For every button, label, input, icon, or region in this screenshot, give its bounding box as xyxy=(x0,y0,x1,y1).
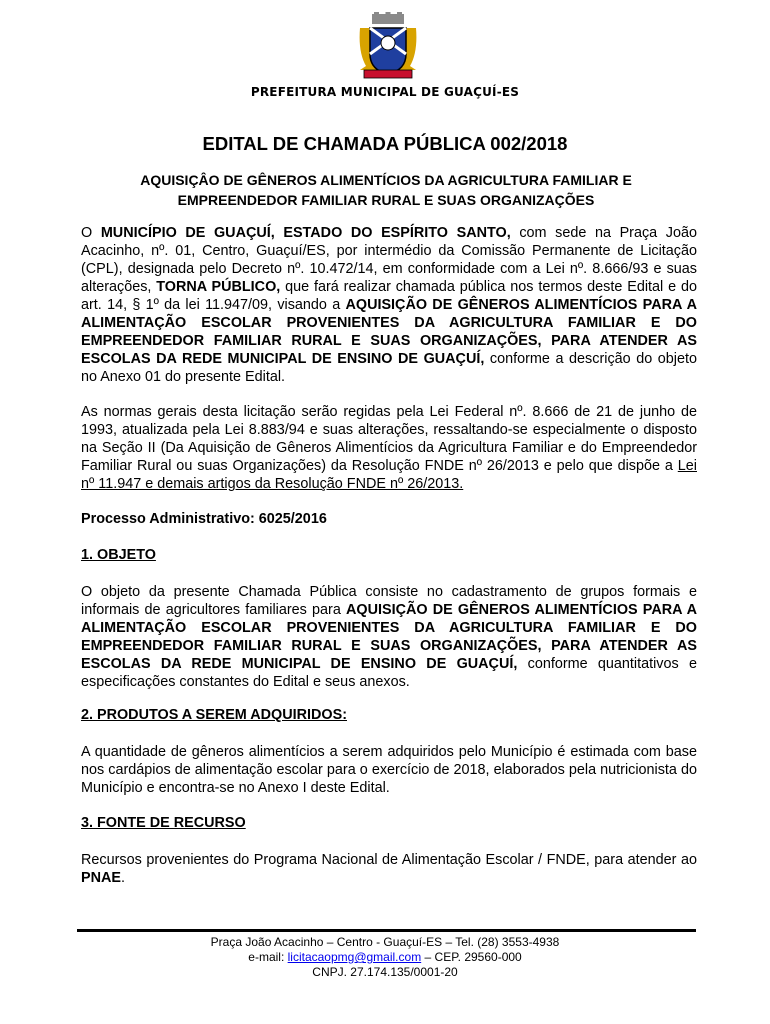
prefeitura-header: PREFEITURA MUNICIPAL DE GUAÇUÍ-ES xyxy=(250,85,520,99)
municipal-coat-of-arms xyxy=(356,12,420,84)
footer-divider xyxy=(77,929,696,932)
footer-cnpj: CNPJ. 27.174.135/0001-20 xyxy=(312,965,458,979)
document-subtitle xyxy=(80,170,692,210)
subtitle-line-1: AQUISIÇÂO DE GÊNEROS ALIMENTÍCIOS DA AGRICULTURA FAMILIAR E xyxy=(140,172,632,188)
crest-crown xyxy=(372,12,404,24)
section-2-heading: 2. PRODUTOS A SEREM ADQUIRIDOS: xyxy=(81,707,347,723)
document-title: EDITAL DE CHAMADA PÚBLICA 002/2018 xyxy=(202,133,568,154)
section-1-paragraph: O objeto da presente Chamada Pública consiste no cadastramento de grupos formais e informais de agricultores familiares para AQUISIÇÃO DE GÊNEROS ALIMENTÍCIOS PARA A ALIMENTAÇÃO ESCOLAR PROVENIENTES DA AGRICULTURA FAMILIAR E DO EMPREENDEDOR FAMILIAR RURAL E SUAS ORGANIZAÇÕES, PARA ATENDER AS ESCOLAS DA REDE MUNICIPAL DE ENSINO DE GUAÇUÍ, conforme quantitativos e especificações constantes do Edital e seus anexos. xyxy=(81,584,697,690)
footer-address: Praça João Acacinho – Centro - Guaçuí-ES – Tel. (28) 3553-4938 xyxy=(210,935,560,949)
intro-paragraph: O MUNICÍPIO DE GUAÇUÍ, ESTADO DO ESPÍRITO SANTO, com sede na Praça João Acacinho, nº. 01, Centro, Guaçuí/ES, por intermédio da Comissão Permanente de Licitação (CPL), designada pelo Decreto nº. 10.472/14, em conformidade com a Lei nº. 8.666/93 e suas alterações, TORNA PÚBLICO, que fará realizar chamada pública nos termos deste Edital e do art. 14, § 1º da lei 11.947/09, visando a AQUISIÇÃO DE GÊNEROS ALIMENTÍCIOS PARA A ALIMENTAÇÃO ESCOLAR PROVENIENTES DA AGRICULTURA FAMILIAR E DO EMPREENDEDOR FAMILIAR RURAL E SUAS ORGANIZAÇÕES, PARA ATENDER AS ESCOLAS DA REDE MUNICIPAL DE ENSINO DE GUAÇUÍ, conforme a descrição do objeto no Anexo 01 do presente Edital. xyxy=(81,225,698,385)
section-3-paragraph: Recursos provenientes do Programa Nacional de Alimentação Escolar / FNDE, para atender ao PNAE. xyxy=(81,852,697,886)
processo-administrativo: Processo Administrativo: 6025/2016 xyxy=(81,511,327,527)
subtitle-line-2: EMPREENDEDOR FAMILIAR RURAL E SUAS ORGANIZAÇÕES xyxy=(177,192,595,208)
section-2-paragraph: A quantidade de gêneros alimentícios a serem adquiridos pelo Município é estimada com base nos cardápios de alimentação escolar para o exercício de 2018, elaborados pela nutricionista do Município e encontra-se no Anexo I deste Edital. xyxy=(81,744,697,796)
section-1-heading: 1. OBJETO xyxy=(81,547,156,563)
legal-norms-paragraph: As normas gerais desta licitação serão regidas pela Lei Federal nº. 8.666 de 21 de junho de 1993, atualizada pela Lei 8.883/94 e suas alterações, ressaltando-se especialmente o disposto na Seção II (Da Aquisição de Gêneros Alimentícios da Agricultura Familiar e do Empreendedor Familiar Rural ou suas Organizações) da Resolução FNDE nº 26/2013 e pelo que dispõe a Lei nº 11.947 e demais artigos da Resolução FNDE nº 26/2013. xyxy=(81,404,697,492)
email-link[interactable]: licitacaopmg@gmail.com xyxy=(287,950,422,964)
footer-contact: e-mail: licitacaopmg@gmail.com – CEP. 29560-000 xyxy=(248,950,522,964)
section-3-heading: 3. FONTE DE RECURSO xyxy=(81,815,246,831)
crest-center xyxy=(381,36,395,50)
crest-ribbon xyxy=(364,70,412,78)
